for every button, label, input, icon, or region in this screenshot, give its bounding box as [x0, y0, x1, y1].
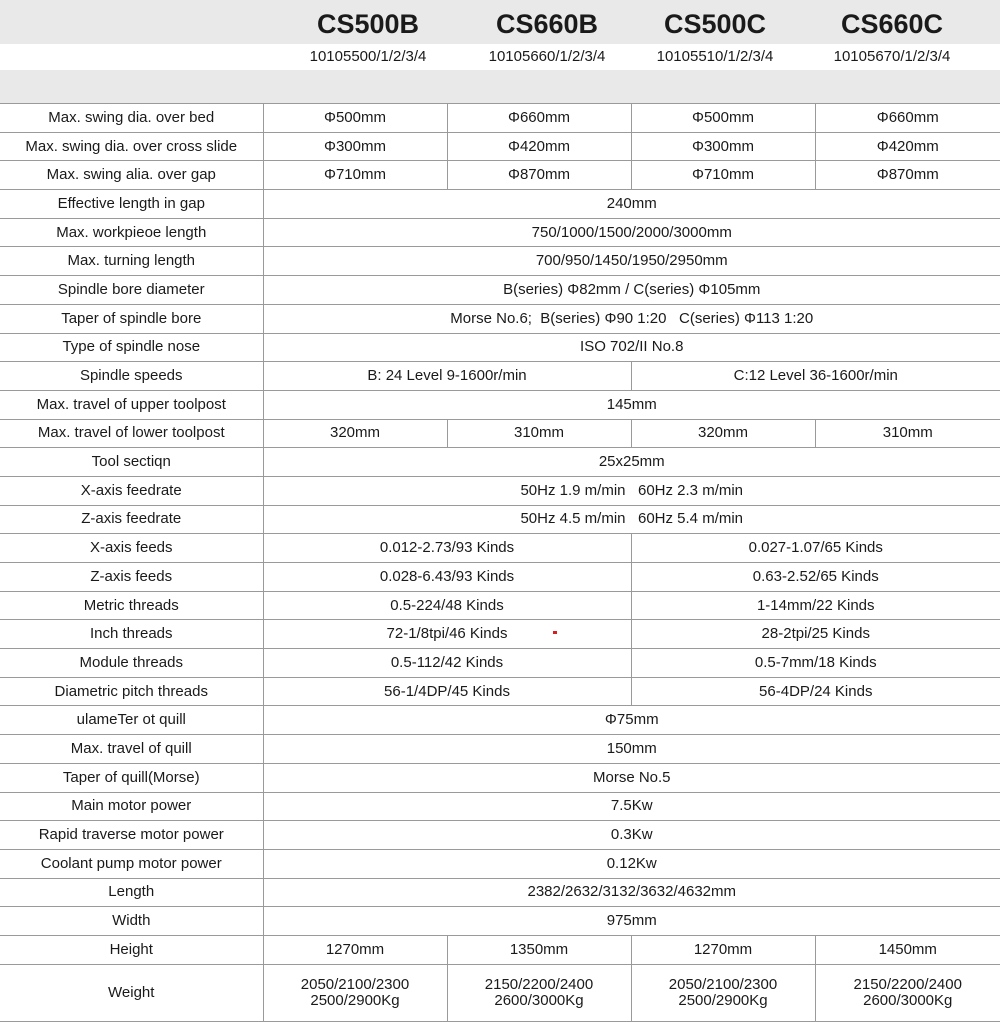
table-row	[0, 763, 1000, 792]
row-label: Tool sectiqn	[0, 448, 263, 477]
cell-value: 0.3Kw	[263, 821, 1000, 850]
table-row	[0, 104, 1000, 133]
row-label: Max. travel of upper toolpost	[0, 390, 263, 419]
row-label: Spindle bore diameter	[0, 276, 263, 305]
cell-value: 750/1000/1500/2000/3000mm	[263, 218, 1000, 247]
cell-value: Φ870mm	[815, 161, 1000, 190]
cell-value: 0.027-1.07/65 Kinds	[631, 534, 1000, 563]
model-name-cs660b: CS660B	[447, 0, 647, 44]
model-name-cs660c: CS660C	[792, 0, 992, 44]
table-row	[0, 935, 1000, 964]
cell-value: Φ500mm	[263, 104, 447, 133]
row-label: Max. travel of lower toolpost	[0, 419, 263, 448]
table-row	[0, 649, 1000, 678]
table-row	[0, 190, 1000, 219]
row-label: Inch threads	[0, 620, 263, 649]
table-row	[0, 304, 1000, 333]
cell-value: 0.12Kw	[263, 849, 1000, 878]
weight-line: 2500/2900Kg	[264, 993, 447, 1009]
row-label: Height	[0, 935, 263, 964]
row-label: Diametric pitch threads	[0, 677, 263, 706]
cell-value: Φ710mm	[631, 161, 815, 190]
weight-line: 2600/3000Kg	[816, 993, 1000, 1009]
row-label: Max. swing dia. over cross slide	[0, 132, 263, 161]
table-row	[0, 218, 1000, 247]
cell-value: 0.5-7mm/18 Kinds	[631, 649, 1000, 678]
table-row	[0, 333, 1000, 362]
row-label: Coolant pump motor power	[0, 849, 263, 878]
weight-line: 2050/2100/2300	[264, 977, 447, 993]
cell-value: 0.5-112/42 Kinds	[263, 649, 631, 678]
table-row	[0, 505, 1000, 534]
model-code-cs660c: 10105670/1/2/3/4	[792, 44, 992, 70]
cell-value	[263, 964, 447, 1021]
row-label: Type of spindle nose	[0, 333, 263, 362]
weight-line: 2600/3000Kg	[448, 993, 631, 1009]
cell-value: 0.028-6.43/93 Kinds	[263, 563, 631, 592]
table-row	[0, 390, 1000, 419]
row-label: Taper of spindle bore	[0, 304, 263, 333]
cell-value: 320mm	[631, 419, 815, 448]
cell-value: 2382/2632/3132/3632/4632mm	[263, 878, 1000, 907]
row-label: Main motor power	[0, 792, 263, 821]
red-mark	[553, 631, 557, 634]
cell-value: 56-4DP/24 Kinds	[631, 677, 1000, 706]
table-row	[0, 620, 1000, 649]
row-label: Max. travel of quill	[0, 735, 263, 764]
cell-value: 28-2tpi/25 Kinds	[631, 620, 1000, 649]
cell-value: Φ420mm	[447, 132, 631, 161]
spec-table	[0, 103, 1000, 1022]
weight-line: 2150/2200/2400	[816, 977, 1000, 993]
cell-value: 145mm	[263, 390, 1000, 419]
model-code-cs500b: 10105500/1/2/3/4	[263, 44, 473, 70]
row-label: Spindle speeds	[0, 362, 263, 391]
row-label: Z-axis feeds	[0, 563, 263, 592]
cell-value: 1270mm	[263, 935, 447, 964]
cell-value: 56-1/4DP/45 Kinds	[263, 677, 631, 706]
table-row	[0, 448, 1000, 477]
cell-value: Morse No.5	[263, 763, 1000, 792]
table-row	[0, 591, 1000, 620]
cell-value: 50Hz 4.5 m/min 60Hz 5.4 m/min	[263, 505, 1000, 534]
table-row	[0, 849, 1000, 878]
row-label: Weight	[0, 964, 263, 1021]
cell-value: Φ420mm	[815, 132, 1000, 161]
cell-value: 1-14mm/22 Kinds	[631, 591, 1000, 620]
table-row	[0, 276, 1000, 305]
cell-value: 0.63-2.52/65 Kinds	[631, 563, 1000, 592]
model-code-cs500c: 10105510/1/2/3/4	[615, 44, 815, 70]
table-row	[0, 419, 1000, 448]
cell-value: 320mm	[263, 419, 447, 448]
table-row	[0, 878, 1000, 907]
table-row	[0, 563, 1000, 592]
row-label: Metric threads	[0, 591, 263, 620]
header-band-bottom	[0, 70, 1000, 103]
table-row	[0, 706, 1000, 735]
cell-value: 1350mm	[447, 935, 631, 964]
cell-value: 0.012-2.73/93 Kinds	[263, 534, 631, 563]
row-label: Max. swing dia. over bed	[0, 104, 263, 133]
cell-value: 7.5Kw	[263, 792, 1000, 821]
cell-value	[815, 964, 1000, 1021]
row-label: Max. workpieoe length	[0, 218, 263, 247]
table-row	[0, 476, 1000, 505]
cell-value: B: 24 Level 9-1600r/min	[263, 362, 631, 391]
cell-value: 1450mm	[815, 935, 1000, 964]
table-row	[0, 907, 1000, 936]
row-label: Effective length in gap	[0, 190, 263, 219]
row-label: Width	[0, 907, 263, 936]
weight-line: 2500/2900Kg	[632, 993, 815, 1009]
row-label: Module threads	[0, 649, 263, 678]
cell-value: Φ660mm	[447, 104, 631, 133]
table-row	[0, 132, 1000, 161]
cell-value: 72-1/8tpi/46 Kinds	[263, 620, 631, 649]
cell-value: Φ300mm	[631, 132, 815, 161]
cell-value: Φ75mm	[263, 706, 1000, 735]
table-row	[0, 677, 1000, 706]
cell-value: Φ500mm	[631, 104, 815, 133]
weight-line: 2150/2200/2400	[448, 977, 631, 993]
row-label: Taper of quill(Morse)	[0, 763, 263, 792]
cell-value: ISO 702/II No.8	[263, 333, 1000, 362]
cell-value: Φ710mm	[263, 161, 447, 190]
cell-value: 240mm	[263, 190, 1000, 219]
cell-value: 150mm	[263, 735, 1000, 764]
cell-value: Φ300mm	[263, 132, 447, 161]
cell-value: 0.5-224/48 Kinds	[263, 591, 631, 620]
cell-value: Φ870mm	[447, 161, 631, 190]
row-label: X-axis feedrate	[0, 476, 263, 505]
model-name-cs500c: CS500C	[615, 0, 815, 44]
cell-value	[631, 964, 815, 1021]
cell-value: 1270mm	[631, 935, 815, 964]
row-label: ulameTer ot quill	[0, 706, 263, 735]
table-row	[0, 821, 1000, 850]
row-label: Max. swing alia. over gap	[0, 161, 263, 190]
model-name-cs500b: CS500B	[263, 0, 473, 44]
row-label: Z-axis feedrate	[0, 505, 263, 534]
table-row	[0, 792, 1000, 821]
table-row	[0, 161, 1000, 190]
cell-value: 310mm	[815, 419, 1000, 448]
cell-value: 50Hz 1.9 m/min 60Hz 2.3 m/min	[263, 476, 1000, 505]
table-row	[0, 247, 1000, 276]
table-row	[0, 534, 1000, 563]
spec-header	[0, 0, 1000, 103]
cell-value: 310mm	[447, 419, 631, 448]
row-label: X-axis feeds	[0, 534, 263, 563]
cell-value: B(series) Φ82mm / C(series) Φ105mm	[263, 276, 1000, 305]
cell-value: 700/950/1450/1950/2950mm	[263, 247, 1000, 276]
weight-line: 2050/2100/2300	[632, 977, 815, 993]
model-code-cs660b: 10105660/1/2/3/4	[447, 44, 647, 70]
cell-value: Φ660mm	[815, 104, 1000, 133]
table-row	[0, 964, 1000, 1021]
cell-value	[447, 964, 631, 1021]
cell-value: Morse No.6; B(series) Φ90 1:20 C(series) Φ113 1:20	[263, 304, 1000, 333]
cell-value: 25x25mm	[263, 448, 1000, 477]
table-row	[0, 362, 1000, 391]
row-label: Length	[0, 878, 263, 907]
row-label: Rapid traverse motor power	[0, 821, 263, 850]
cell-value: C:12 Level 36-1600r/min	[631, 362, 1000, 391]
table-row	[0, 735, 1000, 764]
row-label: Max. turning length	[0, 247, 263, 276]
cell-value: 975mm	[263, 907, 1000, 936]
